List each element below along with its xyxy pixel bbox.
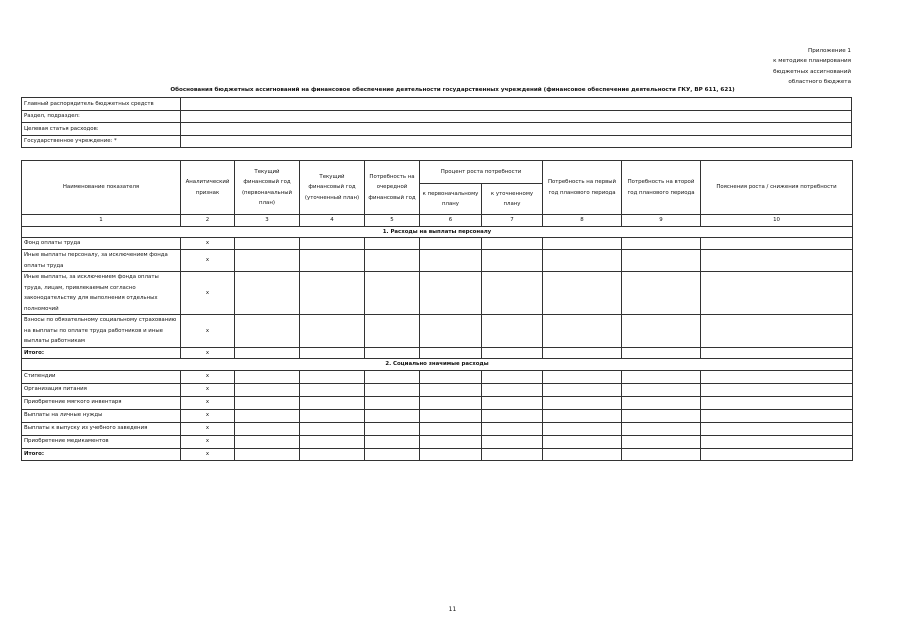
- row-label: Иные выплаты, за исключением фонда оплаты труда, лицам, привлекаемым согласно законодательству для выполнения отдельных полномочий: [22, 272, 181, 315]
- analytic-mark: х: [181, 409, 235, 422]
- section-title-row: [22, 359, 853, 371]
- header-name: Наименование показателя: [22, 161, 181, 215]
- row-label: Приобретение медикаментов: [22, 435, 181, 448]
- main-table: [21, 160, 853, 461]
- info-row: [22, 135, 852, 148]
- column-number: 10: [701, 215, 853, 227]
- analytic-mark: х: [181, 250, 235, 272]
- analytic-mark: х: [181, 315, 235, 348]
- column-number: 7: [482, 215, 543, 227]
- analytic-mark: х: [181, 370, 235, 383]
- section-title-row: [22, 226, 853, 238]
- column-number: 5: [365, 215, 420, 227]
- header-growth-updated: к уточненному плану: [482, 184, 543, 215]
- info-table: [21, 97, 852, 148]
- analytic-mark: х: [181, 396, 235, 409]
- analytic-mark: х: [181, 238, 235, 250]
- row-label: Приобретение мягкого инвентаря: [22, 396, 181, 409]
- document-title: Обоснования бюджетных ассигнований на финансовое обеспечение деятельности государственных учреждений (финансовое обеспечение деятельности ГКУ, ВР 611, 621): [170, 87, 735, 93]
- info-label: Государственное учреждение: *: [22, 135, 181, 148]
- header-current-updated: Текущий финансовый год (уточненный план): [300, 161, 365, 215]
- appendix-line: к методике планирования: [773, 58, 851, 65]
- table-row: [22, 272, 853, 315]
- header-growth-group: Процент роста потребности: [420, 161, 543, 184]
- total-label: Итого:: [22, 448, 181, 460]
- column-number: 3: [235, 215, 300, 227]
- analytic-mark: х: [181, 422, 235, 435]
- info-row: [22, 98, 852, 111]
- row-label: Фонд оплаты труда: [22, 238, 181, 250]
- header-need-first: Потребность на первый год планового периода: [543, 161, 622, 215]
- header-analytic: Аналитический признак: [181, 161, 235, 215]
- section-title: 1. Расходы на выплаты персоналу: [22, 226, 853, 238]
- info-value[interactable]: [181, 110, 852, 123]
- total-row: [22, 448, 853, 460]
- table-row: [22, 396, 853, 409]
- info-label: Главный распорядитель бюджетных средств: [22, 98, 181, 111]
- column-number: 6: [420, 215, 482, 227]
- appendix-line: бюджетных ассигнований: [773, 68, 851, 75]
- page-number: 11: [448, 606, 457, 613]
- table-row: [22, 383, 853, 396]
- total-label: Итого:: [22, 347, 181, 359]
- info-label: Целевая статья расходов:: [22, 123, 181, 136]
- table-row: [22, 250, 853, 272]
- header-current-initial: Текущий финансовый год (первоначальный план): [235, 161, 300, 215]
- header-row: [22, 161, 853, 184]
- appendix-line: областного бюджета: [788, 78, 851, 85]
- analytic-mark: х: [181, 448, 235, 460]
- table-row: [22, 422, 853, 435]
- analytic-mark: х: [181, 272, 235, 315]
- header-growth-initial: к первоначальному плану: [420, 184, 482, 215]
- column-number-row: [22, 215, 853, 227]
- column-number: 8: [543, 215, 622, 227]
- header-explanation: Пояснения роста / снижения потребности: [701, 161, 853, 215]
- info-value[interactable]: [181, 123, 852, 136]
- table-row: [22, 315, 853, 348]
- table-row: [22, 435, 853, 448]
- column-number: 1: [22, 215, 181, 227]
- info-row: [22, 123, 852, 136]
- analytic-mark: х: [181, 435, 235, 448]
- header-need-next: Потребность на очередной финансовый год: [365, 161, 420, 215]
- section-title: 2. Социально значимые расходы: [22, 359, 853, 371]
- info-row: [22, 110, 852, 123]
- appendix-caption: [773, 46, 851, 87]
- info-value[interactable]: [181, 98, 852, 111]
- row-label: Иные выплаты персоналу, за исключением фонда оплаты труда: [22, 250, 181, 272]
- column-number: 2: [181, 215, 235, 227]
- analytic-mark: х: [181, 347, 235, 359]
- row-label: Выплаты к выпуску из учебного заведения: [22, 422, 181, 435]
- appendix-line: Приложение 1: [808, 48, 851, 54]
- row-label: Стипендии: [22, 370, 181, 383]
- table-row: [22, 409, 853, 422]
- header-need-second: Потребность на второй год планового периода: [622, 161, 701, 215]
- info-label: Раздел, подраздел:: [22, 110, 181, 123]
- row-label: Выплаты на личные нужды: [22, 409, 181, 422]
- column-number: 9: [622, 215, 701, 227]
- table-row: [22, 238, 853, 250]
- column-number: 4: [300, 215, 365, 227]
- row-label: Взносы по обязательному социальному страхованию на выплаты по оплате труда работников и иные выплаты работникам: [22, 315, 181, 348]
- info-value[interactable]: [181, 135, 852, 148]
- total-row: [22, 347, 853, 359]
- analytic-mark: х: [181, 383, 235, 396]
- table-row: [22, 370, 853, 383]
- row-label: Организация питания: [22, 383, 181, 396]
